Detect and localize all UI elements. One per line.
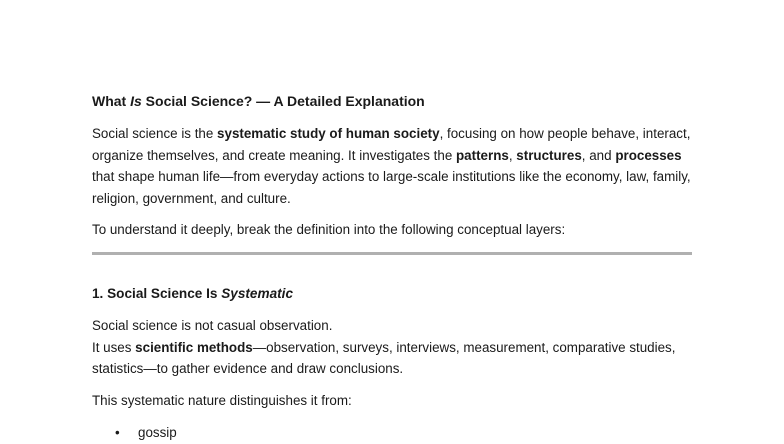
section-heading-italic: Systematic [221,286,294,301]
section-heading-text: 1. Social Science Is [92,286,222,301]
bullet-icon: • [115,425,120,440]
intro-paragraph [92,123,692,209]
section-1-line-1: Social science is not casual observation. [92,318,333,333]
intro-bold-term: patterns [456,147,509,163]
intro-text: , [508,147,517,163]
layers-intro-paragraph: To understand it deeply, break the definition into the following conceptual layers: [92,222,566,237]
title-italic-is: Is [130,93,142,109]
section-1-text: It uses [92,339,136,355]
section-1-text: —observation, surveys, interviews, measurement, comparative studies, statistics—to gather evidence and draw conclusions. [92,339,676,377]
intro-text: , and [581,147,616,163]
section-1-paragraph [92,315,692,380]
horizontal-divider [92,252,692,255]
bullet-text: gossip [138,425,177,440]
intro-text: , focusing on how people behave, interact, organize themselves, and create meaning. It investigates the [92,126,691,163]
title-text-2: Social Science? — A Detailed Explanation [141,93,425,109]
intro-text: Social science is the [92,126,218,141]
intro-text: that shape human life—from everyday actions to large-scale institutions like the economy, law, family, religion, government, and culture. [92,169,691,206]
section-1-bold-term: scientific methods [135,339,253,355]
section-1-heading [92,285,293,303]
intro-bold-term: processes [615,147,682,163]
document-title [92,92,425,110]
title-text-1: What [92,93,131,109]
intro-bold-term: structures [516,147,582,163]
bullet-list-item [92,422,177,444]
distinguish-paragraph: This systematic nature distinguishes it from: [92,393,352,408]
intro-bold-term: systematic study of human society [217,126,440,141]
